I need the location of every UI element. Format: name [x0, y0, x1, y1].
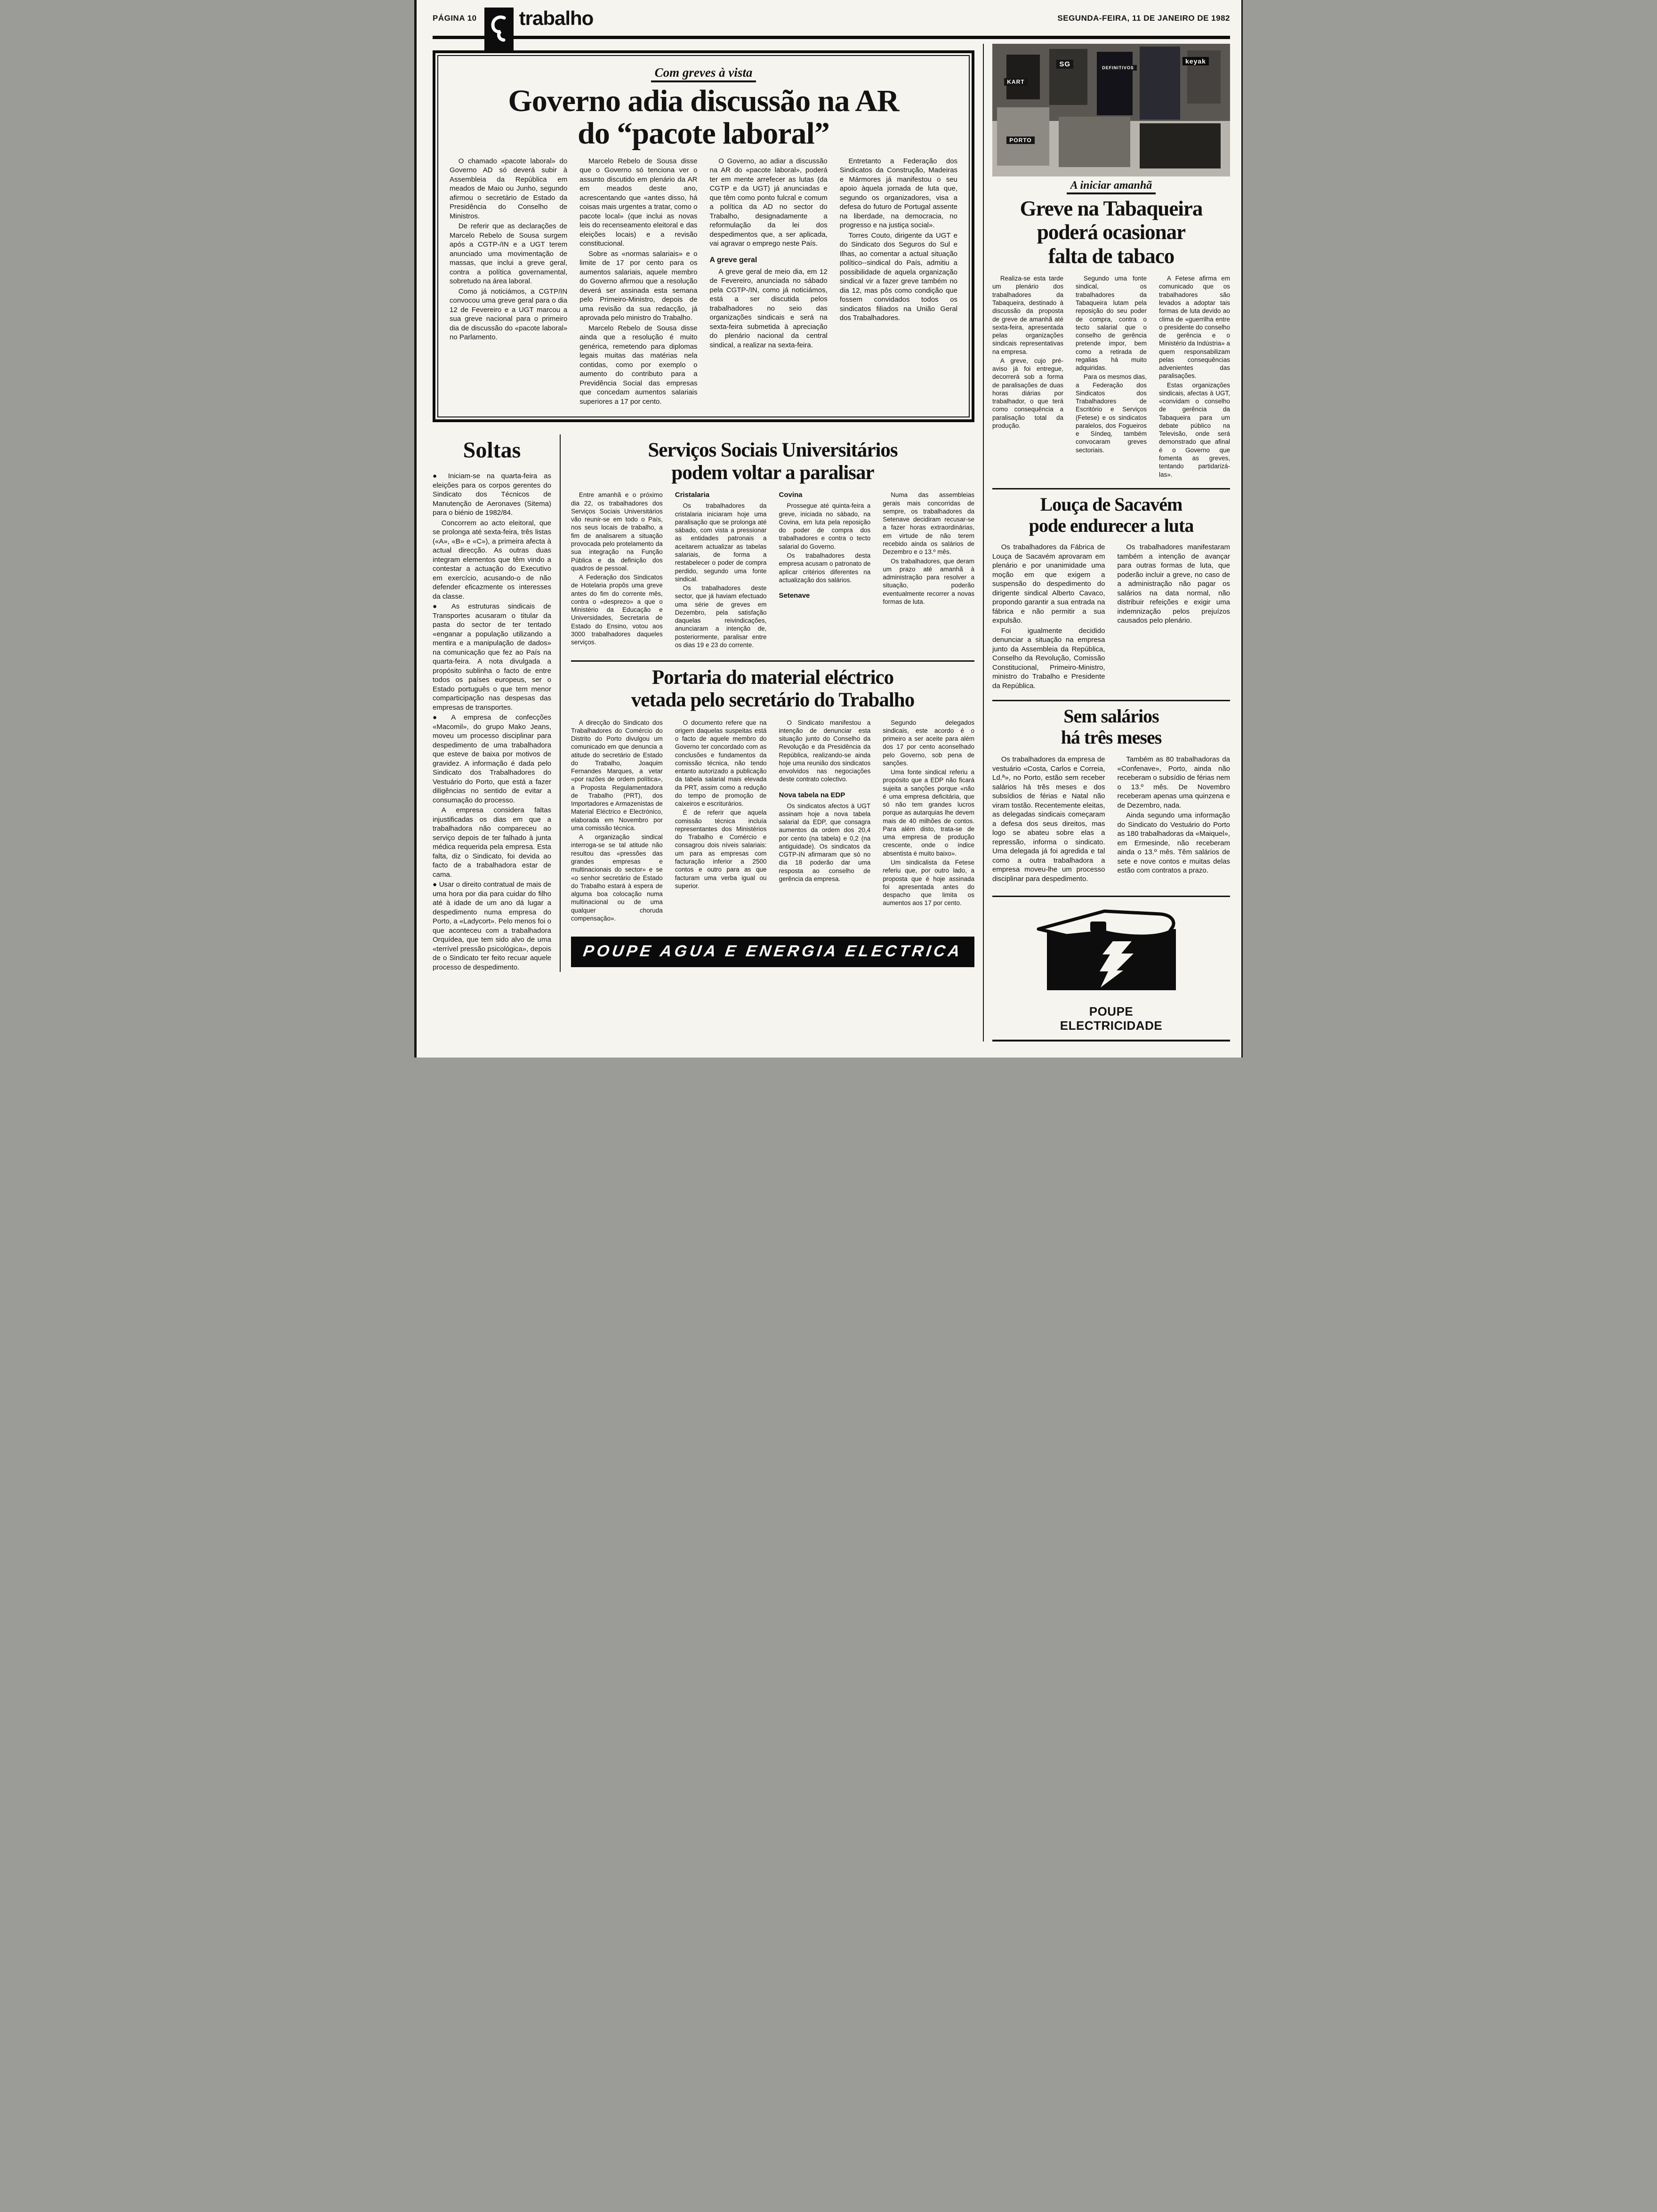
tabaqueira-headline-line2: poderá ocasionar	[1037, 220, 1186, 244]
article-paragraph: Marcelo Rebelo de Sousa disse ainda que a resolução é muito genérica, remetendo para diplomas legais muitas das matérias nela contidas, como por exemplo o aumento do contributo para a Previdência Social das empresas que concedam aumentos salariais superiores a 17 por cento.	[579, 324, 698, 406]
photo-label: DEFINITIVOS	[1099, 65, 1137, 71]
article-paragraph: O chamado «pacote laboral» do Governo AD só deverá subir à Assembleia da República em meados de Maio ou Junho, segundo afirmou o secretário de Estado da Presidência do Conselho de Ministros.	[450, 157, 568, 220]
article-paragraph: Os trabalhadores manifestaram também a intenção de avançar para outras formas de luta, que poderão incluir a greve, no caso de a administração não pagar os salários na data normal, não distribuir refeições e exigir uma indemnização pelos prejuízos causados pelo plenário.	[1117, 543, 1230, 625]
article-paragraph: A Fetese afirma em comunicado que os trabalhadores são levados a adoptar tais formas de luta devido ao clima de «guerrilha entre o presidente do conselho de gerência e o Ministério da Indústria» a quem responsabilizam pelas consequências advenientes das paralisações.	[1159, 275, 1230, 380]
sem-salarios-headline	[992, 706, 1230, 748]
soltas-column	[433, 434, 561, 972]
article-paragraph: Foi igualmente decidido denunciar a situação na empresa junto da Assembleia da República, Conselho da Revolução, Comissão Constitucional, Primeiro-Ministro, ministro do Trabalho e Presidente da República.	[992, 626, 1105, 690]
tabaqueira-headline-line3: falta de tabaco	[1048, 244, 1174, 268]
article-subhead: Setenave	[779, 592, 810, 600]
article-paragraph: A greve geral de meio dia, em 12 de Fevereiro, anunciada no sábado pela CGTP-/IN, como já noticiámos, está a ser discutida pelos trabalhadores no seio das organizações sindicais e será na sexta-feira submetida à apreciação do plenário nacional da central sindical, a realizar na sexta-feira.	[709, 267, 828, 349]
article-paragraph: A direcção do Sindicato dos Trabalhadores do Comércio do Distrito do Porto divulgou um comunicado em que denuncia a atitude do secretário de Estado do Trabalho, Joaquim Fernandes Marques, a vetar «por razões de ordem política», a Proposta Regulamentadora de Trabalho (PRT), dos Importadores e Armazenistas de Material Eléctrico e Electrónico, elaborada em Novembro por uma comissão técnica.	[571, 719, 663, 832]
divider	[992, 700, 1230, 701]
photo-label: KART	[1004, 78, 1027, 86]
tabaqueira-kicker-text: A iniciar amanhã	[1067, 179, 1156, 194]
article-paragraph: Para os mesmos dias, a Federação dos Sindicatos dos Trabalhadores de Escritório e Serviços (Fetese) e os sindicatos paralelos, dos Fogueiros e Síndeq, também convocaram greves sectoriais.	[1076, 373, 1147, 454]
photo-label: SG	[1056, 60, 1073, 69]
page-header	[433, 8, 1230, 39]
article-paragraph: ● As estruturas sindicais de Transportes acusaram o titular da pasta do sector de ter tentado «enganar a população utilizando a mentira e a manipulação de dados» na comunicação que fez ao País na quarta-feira. A nota divulgada a propósito sublinha o facto de entre todos os países europeus, ser o Estado português o que tem menor comparticipação nas despesas das empresas de transportes.	[433, 602, 551, 712]
article-paragraph: Os trabalhadores deste sector, que já haviam efectuado uma série de greves em Dezembro, pela satisfação daquelas reivindicações, anunciaram a intenção de, posteriormente, paralisar entre os dias 19 e 23 do corrente.	[675, 585, 767, 649]
journal-logo	[484, 8, 514, 51]
article-paragraph: Um sindicalista da Fetese referiu que, por outro lado, a proposta que é hoje assinada foi apresentada antes do despacho que limita os aumentos aos 17 por cento.	[883, 859, 974, 907]
sem-salarios-article	[992, 706, 1230, 883]
divider	[571, 660, 974, 662]
article-paragraph: Uma fonte sindical referiu a propósito que a EDP não ficará sujeita a sanções porque «não é uma empresa deficitária, que só não tem grandes lucros porque as autarquias lhe devem mais de 40 milhões de contos. Para além disto, trata-se de uma empresa de produção crescente, onde o índice absentista é muito baixo».	[883, 769, 974, 857]
article-paragraph: É de referir que aquela comissão técnica incluía representantes dos Ministérios do Trabalho e Comércio e consagrou dois níveis salariais: um para as empresas com facturação inferior a 2500 contos e outro para as que facturam uma verba igual ou superior.	[675, 809, 767, 890]
servicos-article	[571, 439, 974, 649]
portaria-headline-line1: Portaria do material eléctrico	[652, 666, 894, 689]
article-paragraph: ● A empresa de confecções «Macomil», do grupo Mako Jeans, moveu um processo disciplinar para despedimento de uma trabalhadora que esteve de baixa por motivos de gravidez. A informação é dada pelo Sindicato dos Trabalhadores do Vestuário do Porto, que está a fazer diligências no sentido de evitar a consumação do processo.	[433, 713, 551, 804]
lead-headline-line1: Governo adia discussão na AR	[508, 84, 899, 118]
photo-pack	[1097, 52, 1133, 115]
photo-pack	[1140, 47, 1180, 120]
article-paragraph: Segundo uma fonte sindical, os trabalhadores da Tabaqueira lutam pela reposição do seu poder de compra, contra o tecto salarial que o conselho de gerência pretende impor, bem como a retirada de regalias há muito adquiridas.	[1076, 275, 1147, 372]
article-paragraph: ● Iniciam-se na quarta-feira as eleições para os corpos gerentes do Sindicato dos Técnicos de Manutenção de Aeronaves (Sitema) para o biénio de 1982/84.	[433, 472, 551, 517]
article-paragraph: A organização sindical interroga-se se tal atitude não resultou das «pressões das grandes empresas e multinacionais do sector» e se «o senhor secretário de Estado do Trabalho estará à espera de alguma boa colocação numa multinacional ou de uma qualquer choruda compensação».	[571, 834, 663, 922]
article-subhead: Covina	[779, 491, 803, 499]
article-paragraph: O Sindicato manifestou a intenção de denunciar esta situação junto do Conselho da Revolução e da Presidência da República, realizando-se ainda hoje uma reunião dos sindicatos envolvidos nas negociações deste contrato colectivo.	[779, 719, 871, 783]
article-paragraph: Os trabalhadores, que deram um prazo até amanhã à administração para resolver a situação, poderão eventualmente recorrer a novas formas de luta.	[883, 557, 974, 605]
article-subhead: Nova tabela na EDP	[779, 791, 845, 799]
photo-pack	[1049, 49, 1087, 104]
louca-article-body	[992, 543, 1230, 690]
article-paragraph: A Federação dos Sindicatos de Hotelaria propôs uma greve antes do fim do corrente mês, contra o «desprezo» a que o Ministério da Educação e Universidades, Secretaria de Estado do Ensino, votou aos 3000 trabalhadores daqueles serviços.	[571, 574, 663, 646]
article-paragraph: Os sindicatos afectos à UGT assinam hoje a nova tabela salarial da EDP, que consagra aumentos da ordem dos 20,4 por cento (na tabela) e 0,2 (na antiguidade). Os sindicatos da CGTP-IN afirmaram que só no dia 18 poderão dar uma resposta ao conselho de gerência da empresa.	[779, 802, 871, 883]
right-column	[983, 44, 1230, 1042]
article-paragraph: A greve, cujo pré-aviso já foi entregue, decorrerá sob a forma de paralisações de duas horas diárias por trabalhador, o que terá como consequência a paralisação total da produção.	[992, 357, 1063, 429]
logo-swirl-icon	[490, 15, 508, 44]
article-paragraph: O documento refere que na origem daquelas suspeitas está o facto de aquele membro do Governo ter concordado com as conclusões e fundamentos da comissão técnica, não tendo entanto autorizado a publicação da tabela salarial mais elevada da PRT, assim como a redução do tempo de promoção de caixeiros e escriturários.	[675, 719, 767, 808]
article-paragraph: Como já noticiámos, a CGTP/IN convocou uma greve geral para o dia 12 de Fevereiro e a UGT marcou a sua greve nacional para o primeiro dia de discussão do «pacote laboral» no Parlamento.	[450, 287, 568, 342]
servicos-article-body	[571, 491, 974, 649]
divider	[992, 488, 1230, 489]
article-paragraph: Os trabalhadores da Fábrica de Louça de Sacavém aprovaram em plenário e por unanimidade uma moção em que exigem a suspensão do despedimento do dirigente sindical Alberto Cavaco, propondo garantir a sua entrada na fábrica e não permitir a sua expulsão.	[992, 543, 1105, 625]
page-number-label: PÁGINA 10	[433, 14, 477, 23]
poupe-ad-line2: ELECTRICIDADE	[1060, 1018, 1163, 1033]
louca-headline	[992, 494, 1230, 537]
portaria-headline-line2: vetada pelo secretário do Trabalho	[631, 689, 915, 712]
article-paragraph: Concorrem ao acto eleitoral, que se prolonga até sexta-feira, três listas («A», «B» e «C»), a primeira afecta à actual direcção. As outras duas integram elementos que têm vindo a contestar a actuação do Executivo em exercício, acusando-o de não defender eficazmente os interesses da classe.	[433, 519, 551, 601]
tabaqueira-article-body	[992, 274, 1230, 479]
article-paragraph: Sobre as «normas salariais» e o limite de 17 por cento para os aumentos salariais, aquele membro do Governo afirmou que a resolução deverá ser assinada esta semana pelo Primeiro-Ministro, depois de uma revisão da sua redacção, já aprovada pelo ministro do Trabalho.	[579, 249, 698, 322]
soltas-body	[433, 472, 551, 972]
article-subhead: Cristalaria	[675, 491, 710, 499]
article-paragraph: Os trabalhadores da cristalaria iniciaram hoje uma paralisação que se prolonga até sábado, com vista a pressionar as entidades patronais a aceitarem actualizar as tabelas salariais, de forma a restabelecer o poder de compra perdido, segundo uma fonte sindical.	[675, 502, 767, 583]
poupe-ad-text	[995, 1005, 1227, 1033]
newspaper-page	[414, 0, 1243, 1058]
tabaqueira-article	[992, 179, 1230, 479]
tabaqueira-headline-line1: Greve na Tabaqueira	[1020, 197, 1203, 220]
lead-article	[433, 50, 974, 422]
article-paragraph: Os trabalhadores desta empresa acusam o patronato de aplicar critérios diferentes na actualização dos salários.	[779, 552, 871, 584]
article-paragraph: ● Usar o direito contratual de mais de uma hora por dia para cuidar do filho até à idade de um ano dá lugar a despedimento numa empresa do Porto, a «Ladycort». Pelo menos foi o que aconteceu com a trabalhadora Orquídea, que tem sido alvo de uma «terrível pressão psicológica», depois de o Sindicato ter feito recuar aquele processo de despedimento.	[433, 881, 551, 971]
article-paragraph: Realiza-se esta tarde um plenário dos trabalhadores da Tabaqueira, destinado à discussão da proposta de greve de amanhã até sexta-feira, apresentada pelas organizações sindicais representativas na empresa.	[992, 275, 1063, 355]
article-paragraph: Segundo delegados sindicais, este acordo é o primeiro a ser aceite para além dos 17 por cento aconselhado pelo Governo, sob pena de sanções.	[883, 719, 974, 767]
article-paragraph: Entretanto a Federação dos Sindicatos da Construção, Madeiras e Mármores já manifestou o seu apoio àquela jornada de luta que, segundo os organizadores, visa a defesa do futuro de Portugal assente na liberdade, na democracia, no progresso e na justiça social».	[839, 157, 957, 230]
photo-label: PORTO	[1006, 136, 1034, 144]
main-column	[433, 44, 983, 1042]
article-paragraph: Os trabalhadores da empresa de vestuário «Costa, Carlos e Correia, Ld.ª», no Porto, estão sem receber salários há três meses e dos subsídios de férias e Natal não viram tostão. Recentemente eleitas, as delegadas sindicais começaram a defesa dos seus direitos, mas logo se abateu sobre elas a repressão, informa o sindicato. Uma delegada já foi agredida e tal como a outra trabalhadora a empresa moveu-lhe um processo disciplinar para despedimento.	[992, 755, 1105, 883]
photo-pack	[1140, 123, 1221, 168]
poupe-ad-line1: POUPE	[1089, 1004, 1134, 1018]
lead-headline-line2: do “pacote laboral”	[578, 116, 829, 151]
article-paragraph: Numa das assembleias gerais mais concorridas de sempre, os trabalhadores da Setenave decidiram recusar-se a fazer horas extraordinárias, em virtude de não terem recebido ainda os salários de Dezembro e o 13.º mês.	[883, 491, 974, 556]
tobacco-packs-photo	[992, 44, 1230, 176]
sem-salarios-headline-line2: há três meses	[1061, 727, 1162, 748]
article-paragraph: Marcelo Rebelo de Sousa disse que o Governo só tenciona ver o assunto discutido em plenário da AR em meados deste ano, acrescentando que «antes disso, há coisas mais urgentes a tratar, como o pacote local» (que inclui as novas leis do recenseamento eleitoral e das eleições locais) e a revisão constitucional.	[579, 157, 698, 248]
portaria-headline	[571, 666, 974, 712]
article-paragraph: Prossegue até quinta-feira a greve, iniciada no sábado, na Covina, em luta pela reposição do poder de compra dos trabalhadores e contra o tecto salarial do Governo.	[779, 502, 871, 550]
portaria-article-body	[571, 719, 974, 923]
tabaqueira-headline	[992, 197, 1230, 268]
energy-banner-text: POUPE AGUA E ENERGIA ELECTRICA	[582, 942, 964, 961]
lead-kicker	[450, 65, 957, 80]
lead-headline	[450, 85, 957, 150]
issue-date: SEGUNDA-FEIRA, 11 DE JANEIRO DE 1982	[1057, 14, 1230, 23]
photo-pack	[1059, 117, 1130, 167]
article-paragraph: O Governo, ao adiar a discussão na AR do «pacote laboral», poderá ter em mente arrefecer as lutas (da CGTP e da UGT) já anunciadas e que têm como ponto fulcral e comum a política da AD no sector do Trabalho, designadamente a reformulação da lei dos despedimentos que, a ser aplicada, vai agravar o emprego neste País.	[709, 157, 828, 248]
article-paragraph: Também as 80 trabalhadoras da «Confenave», Porto, ainda não receberam o subsídio de férias nem o 13.º mês. De Novembro receberam apenas uma quinzena e de Dezembro, nada.	[1117, 755, 1230, 809]
article-paragraph: A empresa considera faltas injustificadas os dias em que a trabalhadora não compareceu ao serviço depois de ter falhado à junta médica requerida pela empresa. Esta falta, diz o Sindicato, foi devida ao facto de a trabalhadora estar de cama.	[433, 806, 551, 879]
tabaqueira-kicker	[992, 179, 1230, 192]
soltas-title: Soltas	[463, 438, 521, 463]
poupe-electricidade-ad	[992, 896, 1230, 1042]
portaria-article	[571, 666, 974, 922]
article-subhead: A greve geral	[709, 256, 757, 264]
servicos-headline-line2: podem voltar a paralisar	[671, 462, 874, 484]
louca-headline-line1: Louça de Sacavém	[1040, 493, 1182, 515]
energy-banner-ad	[571, 937, 974, 967]
sem-salarios-headline-line1: Sem salários	[1063, 705, 1159, 727]
center-column	[561, 434, 974, 972]
louca-headline-line2: pode endurecer a luta	[1029, 514, 1194, 536]
article-paragraph: De referir que as declarações de Marcelo Rebelo de Sousa surgem após a CGTP-/IN e a UGT terem anunciado uma movimentação de massas, que inclui a greve geral, contra a política governamental, sobretudo na área laboral.	[450, 222, 568, 286]
lead-kicker-text: Com greves à vista	[651, 65, 756, 82]
article-paragraph: Ainda segundo uma informação do Sindicato do Vestuário do Porto as 180 trabalhadoras da «Maiquel», em Ermesinde, não receberam ainda o 13.º mês. Têm salários de sete e nove contos e muitas delas estão com contratos a prazo.	[1117, 811, 1230, 874]
servicos-headline-line1: Serviços Sociais Universitários	[648, 439, 898, 462]
photo-pack	[1006, 55, 1040, 100]
lead-article-body	[450, 157, 957, 407]
servicos-headline	[571, 439, 974, 484]
sem-salarios-article-body	[992, 755, 1230, 883]
article-paragraph: Entre amanhã e o próximo dia 22, os trabalhadores dos Serviços Sociais Universitários vão reunir-se em todo o País, nos seus locais de trabalho, a fim de analisarem a situação provocada pelo protelamento da sua integração na Função Pública e da definição dos quadros de pessoal.	[571, 491, 663, 572]
photo-label: keyak	[1182, 57, 1209, 65]
article-paragraph: Torres Couto, dirigente da UGT e do Sindicato dos Seguros do Sul e Ilhas, ao comentar a actual situação político--sindical do País, admitiu a possibilidade de aquela organização sindical vir a fazer greve também no dia 12, mas pôs como condição que fossem convidados todos os sindicatos filiados na União Geral dos Trabalhadores.	[839, 231, 957, 322]
hand-switch-bolt-icon	[1034, 905, 1189, 999]
article-paragraph: Estas organizações sindicais, afectas à UGT, «convidam o conselho de gerência da Tabaqueira para um debate público na Televisão, onde será demonstrado que afinal é o Governo que fomenta as greves, tentando partidarizá-las».	[1159, 381, 1230, 478]
louca-article	[992, 494, 1230, 691]
section-title: trabalho	[519, 7, 594, 29]
